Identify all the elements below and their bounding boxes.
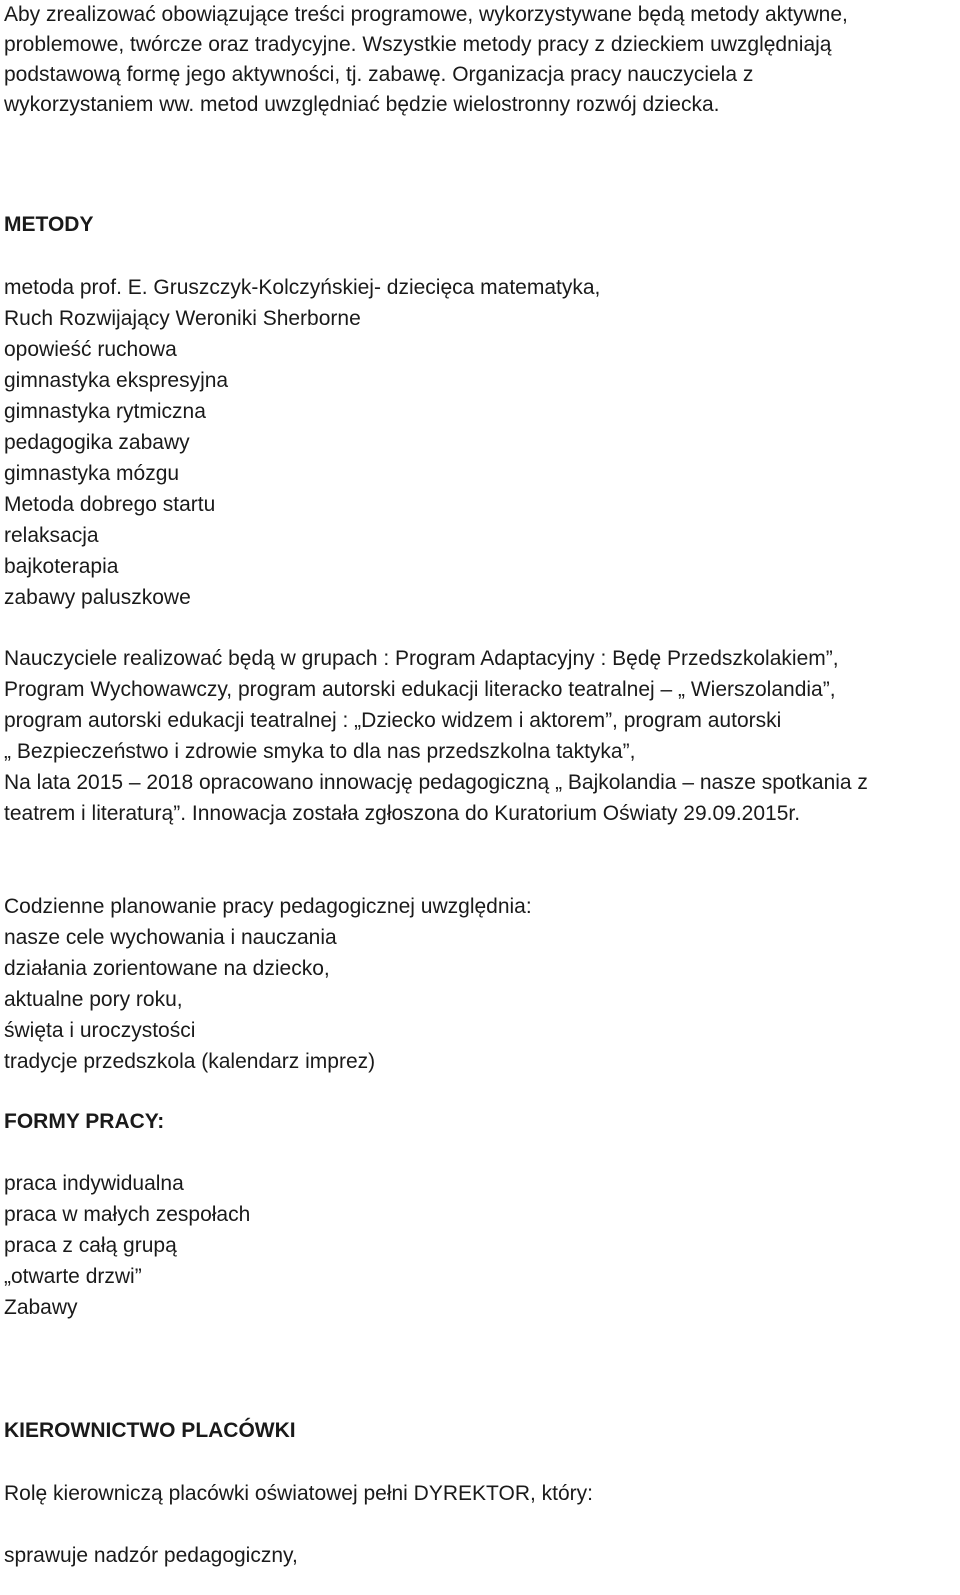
planning-list	[4, 891, 954, 1077]
kierownictwo-text	[4, 1478, 954, 1509]
list-item: Metoda dobrego startu	[4, 493, 216, 516]
list-item: Zabawy	[4, 1296, 78, 1319]
programs-line: Nauczyciele realizować będą w grupach : Program Adaptacyjny : Będę Przedszkolakiem”,	[4, 647, 839, 670]
list-item: opowieść ruchowa	[4, 338, 177, 361]
intro-line: podstawową formę jego aktywności, tj. zabawę. Organizacja pracy nauczyciela z	[4, 63, 754, 86]
list-item: nasze cele wychowania i nauczania	[4, 926, 337, 949]
list-item: działania zorientowane na dziecko,	[4, 957, 330, 980]
metody-list	[4, 272, 954, 613]
kierownictwo-line: sprawuje nadzór pedagogiczny,	[4, 1544, 298, 1567]
list-item: tradycje przedszkola (kalendarz imprez)	[4, 1050, 376, 1073]
list-item: gimnastyka rytmiczna	[4, 400, 206, 423]
intro-line: wykorzystaniem ww. metod uwzględniać będzie wielostronny rozwój dziecka.	[4, 93, 720, 116]
programs-line: Program Wychowawczy, program autorski edukacji literacko teatralnej – „ Wierszolandia”,	[4, 678, 836, 701]
list-item: Ruch Rozwijający Weroniki Sherborne	[4, 307, 361, 330]
list-item: pedagogika zabawy	[4, 431, 190, 454]
programs-line: teatrem i literaturą”. Innowacja została zgłoszona do Kuratorium Oświaty 29.09.2015r.	[4, 802, 801, 825]
list-item: praca indywidualna	[4, 1172, 184, 1195]
programs-line: program autorski edukacji teatralnej : „Dziecko widzem i aktorem”, program autorski	[4, 709, 782, 732]
kierownictwo-last	[4, 1540, 954, 1571]
list-item: relaksacja	[4, 524, 99, 547]
list-item: praca w małych zespołach	[4, 1203, 251, 1226]
programs-line: Na lata 2015 – 2018 opracowano innowację pedagogiczną „ Bajkolandia – nasze spotkania z	[4, 771, 868, 794]
programs-line: „ Bezpieczeństwo i zdrowie smyka to dla nas przedszkolna taktyka”,	[4, 740, 636, 763]
intro-line: problemowe, twórcze oraz tradycyjne. Wszystkie metody pracy z dzieckiem uwzględniają	[4, 33, 832, 56]
formy-list	[4, 1168, 954, 1323]
kierownictwo-line: Rolę kierowniczą placówki oświatowej pełni DYREKTOR, który:	[4, 1482, 593, 1505]
list-item: „otwarte drzwi”	[4, 1265, 142, 1288]
list-item: aktualne pory roku,	[4, 988, 183, 1011]
list-item: zabawy paluszkowe	[4, 586, 191, 609]
programs-paragraph	[4, 643, 954, 829]
list-item: bajkoterapia	[4, 555, 119, 578]
list-item: Codzienne planowanie pracy pedagogicznej uwzględnia:	[4, 895, 532, 918]
list-item: gimnastyka mózgu	[4, 462, 180, 485]
intro-line: Aby zrealizować obowiązujące treści programowe, wykorzystywane będą metody aktywne,	[4, 3, 848, 26]
list-item: gimnastyka ekspresyjna	[4, 369, 229, 392]
list-item: metoda prof. E. Gruszczyk-Kolczyńskiej- dziecięca matematyka,	[4, 276, 601, 299]
list-item: święta i uroczystości	[4, 1019, 196, 1042]
metody-heading: METODY	[4, 213, 94, 236]
kierownictwo-heading: KIEROWNICTWO PLACÓWKI	[4, 1419, 296, 1442]
intro-paragraph	[4, 0, 954, 120]
formy-heading: FORMY PRACY:	[4, 1110, 165, 1133]
list-item: praca z całą grupą	[4, 1234, 177, 1257]
